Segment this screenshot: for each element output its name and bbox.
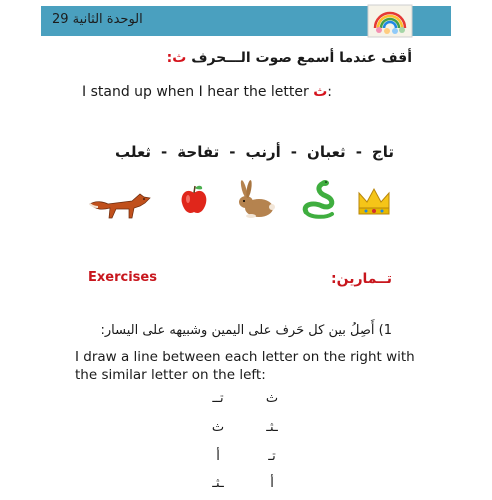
fox-icon	[88, 188, 158, 220]
word-taj: تاج	[371, 143, 394, 161]
apple-icon	[178, 183, 210, 217]
exercises-label-ar: تــمارين:	[331, 271, 392, 287]
word-separator: -	[355, 143, 362, 161]
rabbit-icon	[235, 176, 277, 220]
unit-title: الوحدة الثانية 29	[52, 12, 143, 27]
match-left-letter[interactable]: أ	[216, 449, 220, 464]
rainbow-kids-logo	[367, 4, 413, 38]
word-arnab: أرنب	[245, 143, 281, 161]
match-right-letter[interactable]: ـثـ	[266, 420, 278, 435]
crown-icon	[356, 185, 392, 217]
instruction-arabic: 1) أَصِلُ بين كل حَرف على اليمين وشبيهه على اليسار:	[100, 323, 392, 338]
match-right-letter[interactable]: أ	[270, 476, 274, 491]
word-tuffaha: تفاحة	[177, 143, 220, 161]
english-heading: I stand up when I hear the letter ث:	[82, 84, 332, 100]
words-row	[115, 143, 394, 161]
word-thalab: ثعلب	[114, 143, 152, 161]
match-left-letter[interactable]: تــ	[212, 391, 224, 406]
word-separator: -	[161, 143, 168, 161]
word-separator: -	[290, 143, 298, 161]
match-right-letter[interactable]: ث	[265, 391, 279, 406]
word-separator: -	[229, 143, 236, 161]
match-right-letter[interactable]: تـ	[268, 449, 276, 464]
match-left-letter[interactable]: ث	[211, 420, 225, 435]
word-thuban: ثعبان	[307, 143, 346, 161]
instruction-english: I draw a line between each letter on the right with the similar letter on the left:	[75, 349, 415, 383]
exercises-label-en: Exercises	[88, 270, 157, 285]
snake-icon	[300, 178, 340, 220]
match-left-letter[interactable]: ـثـ	[212, 476, 224, 491]
arabic-heading: أقف عندما أسمع صوت الـــحرف ث:	[166, 50, 412, 66]
